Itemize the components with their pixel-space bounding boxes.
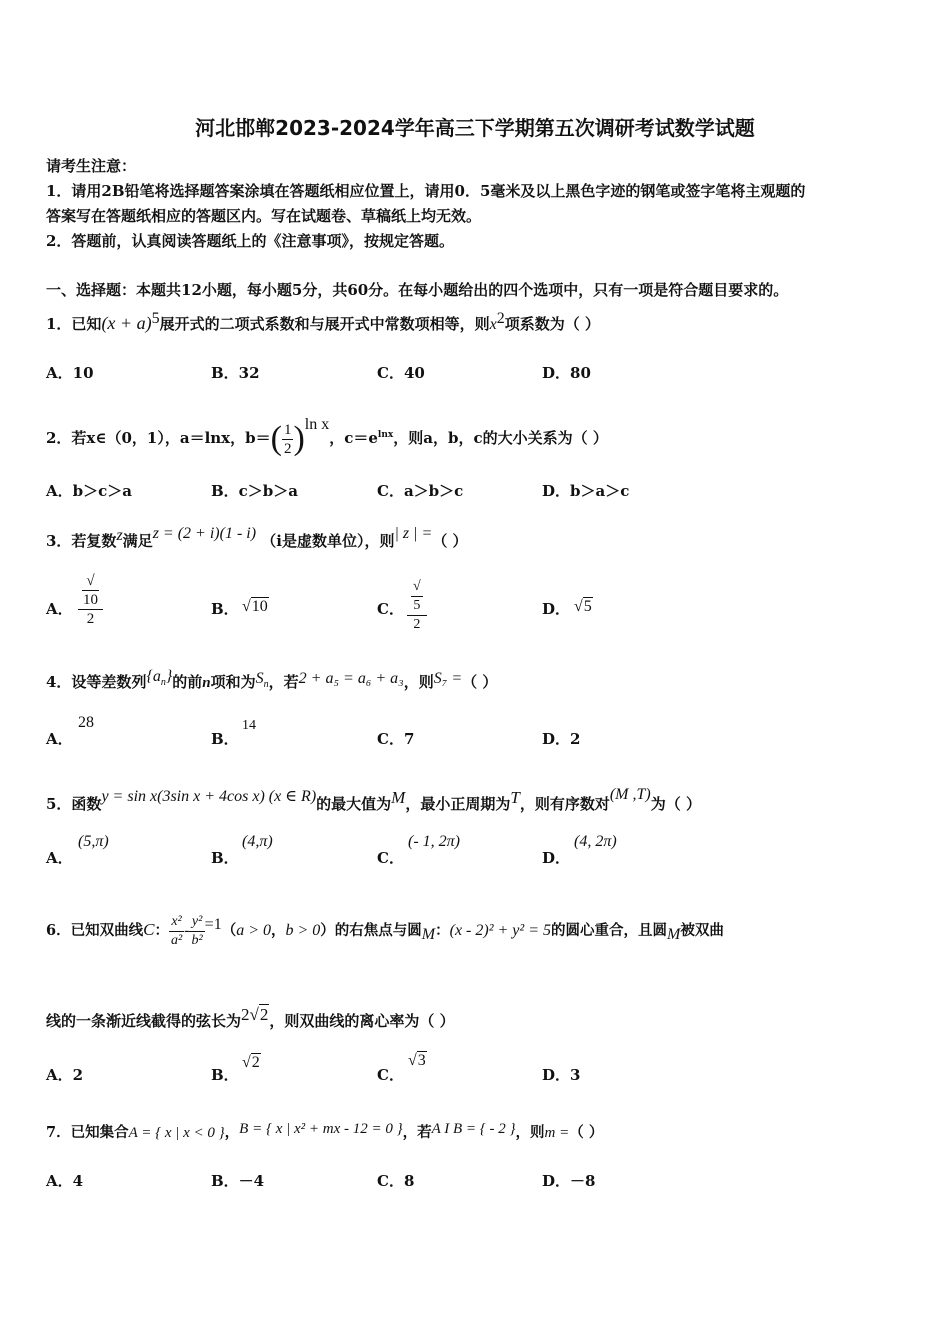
option-d: D．3 <box>542 1066 581 1084</box>
question-4-stem: 4．设等差数列$\{a_n\}$的前n项和为$S_n$，若2 + a₅ = a₆ + a₃，则S₇ =（ ） <box>46 668 498 691</box>
question-1-stem: 1．已知$(x + a)^5$展开式的二项式系数和与展开式中常数项相等，则$x^2$项系数为（ ） <box>46 310 600 333</box>
option-b: B．－4 <box>211 1172 265 1190</box>
option-d-value: √5 <box>574 598 592 615</box>
option-c: C．40 <box>377 364 425 382</box>
option-a: A．b＞c＞a <box>46 482 132 500</box>
question-6-stem: 6．已知双曲线C： $\frac{\text{x²}}{\text{a²}}$ - $\frac{\text{y²}}{\text{b²}}$ =1（a > 0，b > 0）的右焦点与圆M：(x - 2)² + y² = 5的圆心重合，且圆M被双曲 <box>46 913 724 948</box>
option-d: D． <box>542 849 571 867</box>
option-c-value: √3 <box>408 1052 426 1069</box>
section-heading: 一、选择题：本题共12小题，每小题5分，共60分。在每小题给出的四个选项中，只有一项是符合题目要求的。 <box>46 281 789 299</box>
question-5-stem: 5．函数y = sin x(3sin x + 4cos x) (x ∈ R)的最大值为M，最小正周期为T，则有序数对(M ,T)为（ ） <box>46 786 701 813</box>
option-a-value: (5,π) <box>78 833 109 850</box>
option-a-value: 28 <box>78 714 94 731</box>
option-a: A． <box>46 600 73 618</box>
question-6-stem-line2: 线的一条渐近线截得的弦长为2√2，则双曲线的离心率为（ ） <box>46 1005 455 1030</box>
option-c: C． <box>377 1066 404 1084</box>
option-c: C．a＞b＞c <box>377 482 464 500</box>
fraction: $\frac{1}{2}$ <box>283 421 292 457</box>
question-3-stem: 3．若复数$^z$满足z = (2 + i)(1 - i) （i是虚数单位），则| z | =（ ） <box>46 525 468 550</box>
option-d: D．－8 <box>542 1172 596 1190</box>
option-b: B． <box>211 600 239 618</box>
question-2-stem: 2．若x∈（0，1），a＝lnx，b＝( $\frac{1}{2}$ )$^{ln x}$，$c=e^{lnx}$，则a，b，c的大小关系为（ ） <box>46 416 608 457</box>
option-d: D．80 <box>542 364 591 382</box>
question-7-stem: 7．已知集合A = { x | x < 0 }，B = { x | x² + mx - 12 = 0 }，若A I B = { - 2 }，则m =（ ） <box>46 1121 604 1141</box>
option-c: C．8 <box>377 1172 415 1190</box>
notice-heading: 请考生注意： <box>46 157 137 175</box>
option-a: A． <box>46 730 73 748</box>
notice-line: 2．答题前，认真阅读答题纸上的《注意事项》，按规定答题。 <box>46 232 454 250</box>
option-c: C．7 <box>377 730 415 748</box>
option-a: A．2 <box>46 1066 84 1084</box>
notice-line: 1．请用2B铅笔将选择题答案涂填在答题纸相应位置上，请用0．5毫米及以上黑色字迹的钢笔或签字笔将主观题的 <box>46 182 806 200</box>
option-c-value: (- 1, 2π) <box>408 833 460 850</box>
option-d: D．2 <box>542 730 581 748</box>
option-d: D． <box>542 600 571 618</box>
option-d-value: (4, 2π) <box>574 833 617 850</box>
option-b-value: (4,π) <box>242 833 273 850</box>
notice-line: 答案写在答题纸相应的答题区内。写在试题卷、草稿纸上均无效。 <box>46 207 482 225</box>
option-a: A．4 <box>46 1172 84 1190</box>
option-b: B．c＞b＞a <box>211 482 299 500</box>
option-b: B． <box>211 1066 239 1084</box>
option-c: C． <box>377 600 404 618</box>
option-a: A．10 <box>46 364 94 382</box>
option-d: D．b＞a＞c <box>542 482 630 500</box>
option-c-value: √ 5 2 <box>407 578 427 634</box>
option-a: A． <box>46 849 73 867</box>
option-b: B．32 <box>211 364 260 382</box>
option-b: B． <box>211 849 239 867</box>
option-b-value: √10 <box>242 598 268 615</box>
option-c: C． <box>377 849 404 867</box>
option-a-value: √ 10 2 <box>78 572 103 628</box>
option-b: B． <box>211 730 239 748</box>
option-b-value: 14 <box>242 718 256 733</box>
option-b-value: √2 <box>242 1054 260 1071</box>
page-title: 河北邯郸2023-2024学年高三下学期第五次调研考试数学试题 <box>195 116 755 140</box>
